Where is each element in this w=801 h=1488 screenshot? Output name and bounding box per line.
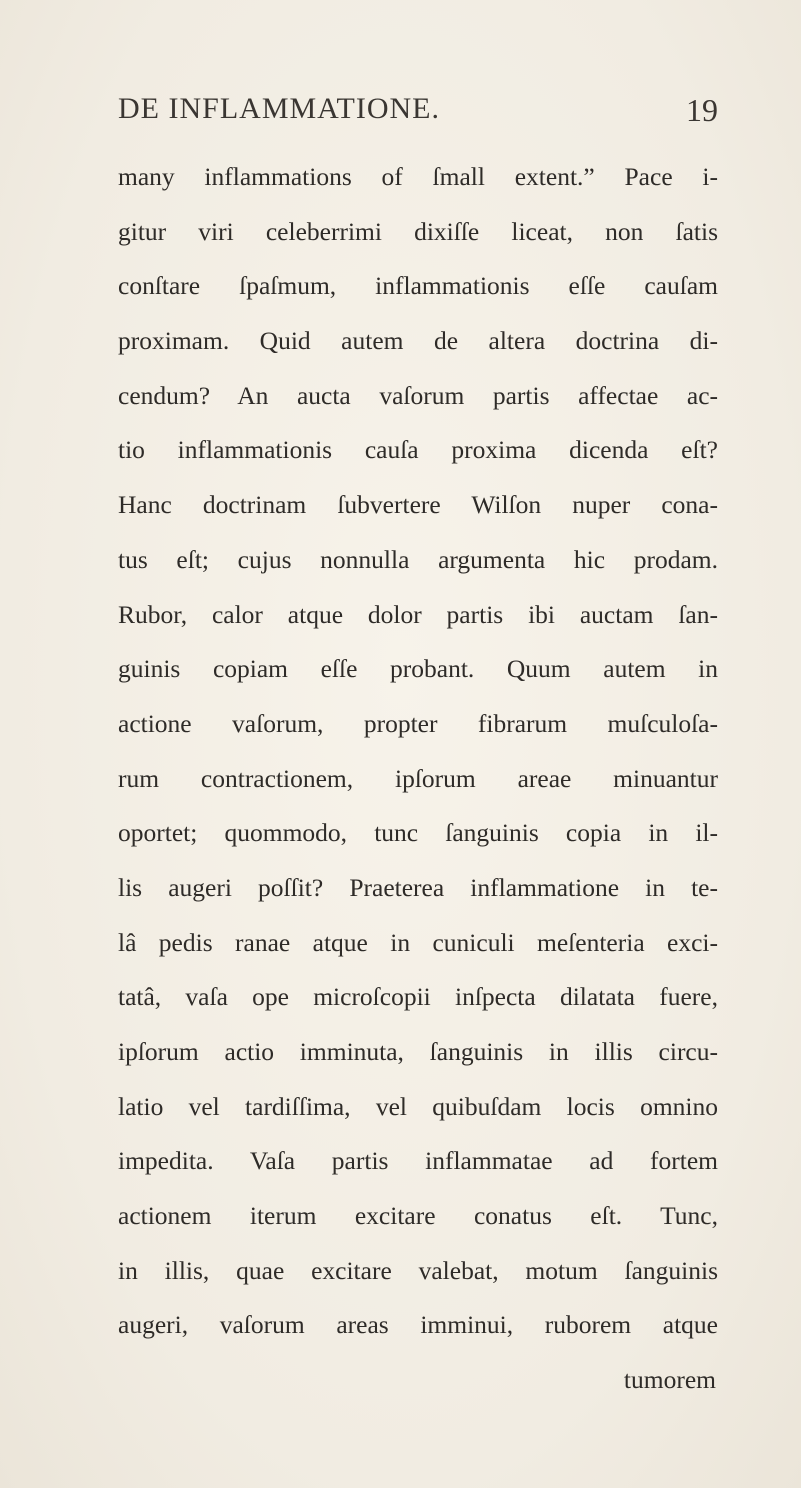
text-line: in illis, quae excitare valebat, motum ſanguinis: [118, 1255, 718, 1285]
text-line: proximam. Quid autem de altera doctrina di-: [118, 326, 718, 356]
catchword-row: [118, 1353, 718, 1408]
text-line: actionem iterum excitare conatus eſt. Tunc,: [118, 1201, 718, 1231]
text-line: tio inflammationis cauſa proxima dicenda eſt?: [118, 435, 718, 465]
text-line: augeri, vaſorum areas imminui, ruborem atque: [118, 1310, 718, 1340]
page-header: [118, 92, 718, 132]
text-line: guinis copiam eſſe probant. Quum autem in: [118, 654, 718, 684]
text-line: latio vel tardiſſima, vel quibuſdam locis omnino: [118, 1091, 718, 1121]
text-line: actione vaſorum, propter fibrarum muſculoſa-: [118, 708, 718, 738]
text-line: lâ pedis ranae atque in cuniculi meſenteria exci-: [118, 927, 718, 957]
text-line: impedita. Vaſa partis inflammatae ad fortem: [118, 1146, 718, 1176]
text-line: cendum? An aucta vaſorum partis affectae ac-: [118, 380, 718, 410]
text-line: tus eſt; cujus nonnulla argumenta hic prodam.: [118, 544, 718, 574]
text-line: Hanc doctrinam ſubvertere Wilſon nuper cona-: [118, 490, 718, 520]
text-line: Rubor, calor atque dolor partis ibi auctam ſan-: [118, 599, 718, 629]
text-line: ipſorum actio imminuta, ſanguinis in illis circu-: [118, 1037, 718, 1066]
text-line: lis augeri poſſit? Praeterea inflammatione in te-: [118, 872, 718, 902]
text-line: gitur viri celeberrimi dixiſſe liceat, non ſatis: [118, 216, 718, 246]
text-line: tatâ, vaſa ope microſcopii inſpecta dilatata fuere,: [118, 982, 718, 1012]
page-number: 19: [686, 92, 718, 128]
body-text: [118, 150, 718, 1408]
text-line: oportet; quommodo, tunc ſanguinis copia in il-: [118, 818, 718, 848]
catchword: tumorem: [623, 1365, 716, 1395]
running-head: DE INFLAMMATIONE.: [118, 92, 440, 125]
text-line: conſtare ſpaſmum, inflammationis eſſe cauſam: [118, 271, 718, 301]
text-line: rum contractionem, ipſorum areae minuantur: [118, 763, 718, 793]
text-line: many inflammations of ſmall extent.” Pace i-: [118, 162, 718, 191]
